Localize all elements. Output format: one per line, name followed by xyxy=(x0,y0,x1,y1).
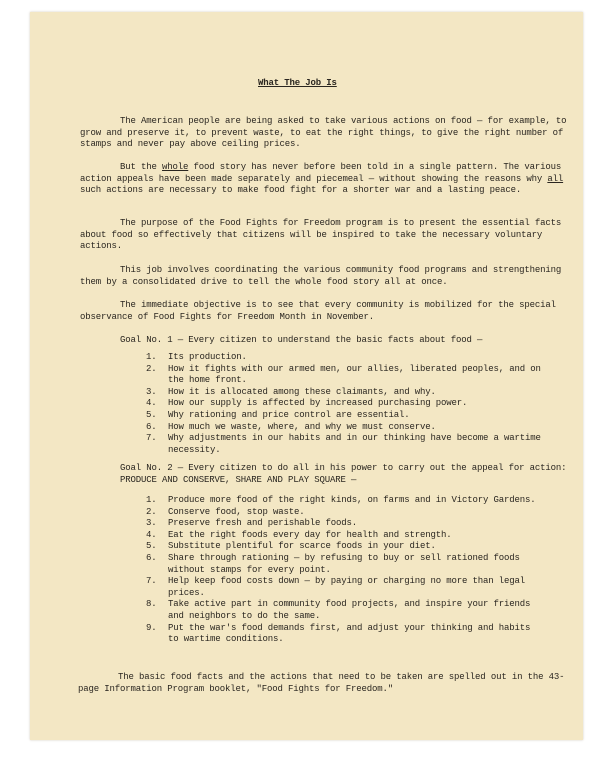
paragraph-closing: The basic food facts and the actions that need to be taken are spelled out in the 43-page Information Program booklet, "Food Fights for Freedom." xyxy=(78,672,565,694)
list-item xyxy=(146,530,546,542)
list-item xyxy=(146,410,546,422)
list-item-text: Preserve fresh and perishable foods. xyxy=(168,518,358,529)
list-item xyxy=(146,518,546,530)
list-item-text: Conserve food, stop waste. xyxy=(168,506,305,517)
list-item-number: 2. xyxy=(146,363,157,374)
paragraph-purpose: The purpose of the Food Fights for Freedom program is to present the essential facts about food so effectively that citizens will be inspired to take the necessary voluntary actions. xyxy=(80,218,562,252)
list-item-text: How it fights with our armed men, our allies, liberated peoples, and on the home front. xyxy=(168,363,541,386)
list-item-text: How much we waste, where, and why we must conserve. xyxy=(168,421,436,432)
goal-2-list xyxy=(146,495,546,646)
list-item xyxy=(146,364,546,387)
list-item-number: 6. xyxy=(146,421,157,432)
emphasis-whole: whole xyxy=(162,162,189,172)
list-item-number: 3. xyxy=(146,386,157,397)
list-item xyxy=(146,553,546,576)
list-item-number: 1. xyxy=(146,352,157,362)
document-page xyxy=(30,12,583,740)
list-item-number: 5. xyxy=(146,409,157,420)
emphasis-all: all xyxy=(547,173,564,184)
list-item xyxy=(146,495,546,507)
list-item-number: 4. xyxy=(146,529,157,540)
list-item xyxy=(146,576,546,599)
list-item-number: 9. xyxy=(146,622,157,633)
list-item-text: Its production. xyxy=(168,352,247,362)
list-item xyxy=(146,623,546,646)
list-item-number: 6. xyxy=(146,552,157,563)
list-item-text: Put the war's food demands first, and adjust your thinking and habits to wartime conditions. xyxy=(168,622,531,645)
list-item-text: Produce more food of the right kinds, on farms and in Victory Gardens. xyxy=(168,495,536,505)
list-item-number: 3. xyxy=(146,518,157,529)
list-item-text: How our supply is affected by increased purchasing power. xyxy=(168,398,468,409)
list-item xyxy=(146,433,546,456)
goal-1-heading: Goal No. 1 — Every citizen to understand the basic facts about food — xyxy=(120,335,483,345)
list-item xyxy=(146,352,546,364)
list-item xyxy=(146,599,546,622)
list-item-number: 7. xyxy=(146,433,157,444)
list-item-number: 7. xyxy=(146,576,157,587)
list-item-text: Help keep food costs down — by paying or charging no more than legal prices. xyxy=(168,576,526,598)
list-item-number: 2. xyxy=(146,506,157,517)
list-item-number: 1. xyxy=(146,495,157,505)
goal-2-heading: Goal No. 2 — Every citizen to do all in his power to carry out the appeal for action: PRODUCE AND CONSERVE, SHARE AND PLAY SQUARE — xyxy=(120,463,567,485)
list-item-number: 8. xyxy=(146,599,157,610)
list-item xyxy=(146,387,546,399)
list-item-number: 4. xyxy=(146,398,157,409)
list-item xyxy=(146,422,546,434)
list-item-text: Why rationing and price control are essential. xyxy=(168,409,410,420)
list-item-text: Eat the right foods every day for health and strength. xyxy=(168,529,452,540)
list-item-text: Share through rationing — by refusing to buy or sell rationed foods without stamps for every point. xyxy=(168,552,520,575)
list-item xyxy=(146,541,546,553)
list-item xyxy=(146,507,546,519)
page-title: What The Job Is xyxy=(258,78,337,88)
list-item-text: How it is allocated among these claimants, and why. xyxy=(168,386,436,397)
list-item-text: Substitute plentiful for scarce foods in your diet. xyxy=(168,541,436,552)
list-item-text: Take active part in community food projects, and inspire your friends and neighbors to do the same. xyxy=(168,599,531,621)
list-item-text: Why adjustments in our habits and in our thinking have become a wartime necessity. xyxy=(168,433,541,455)
list-item-number: 5. xyxy=(146,541,157,552)
list-item xyxy=(146,398,546,410)
paragraph-job: This job involves coordinating the various community food programs and strengthening them by a consolidated drive to tell the whole food story all at once. xyxy=(80,265,562,287)
paragraph-objective: The immediate objective is to see that every community is mobilized for the special observance of Food Fights for Freedom Month in November. xyxy=(80,300,556,322)
goal-1-list xyxy=(146,352,546,456)
paragraph-intro: The American people are being asked to take various actions on food — for example, to grow and preserve it, to prevent waste, to eat the right things, to give the right number of stamps and never pay above ceiling prices. xyxy=(80,116,567,150)
paragraph-whole-story: But the whole food story has never before been told in a single pattern. The various action appeals have been made separately and piecemeal — without showing the reasons why all such actions are necessary to make food fight for a shorter war and a lasting peace. xyxy=(80,162,564,196)
